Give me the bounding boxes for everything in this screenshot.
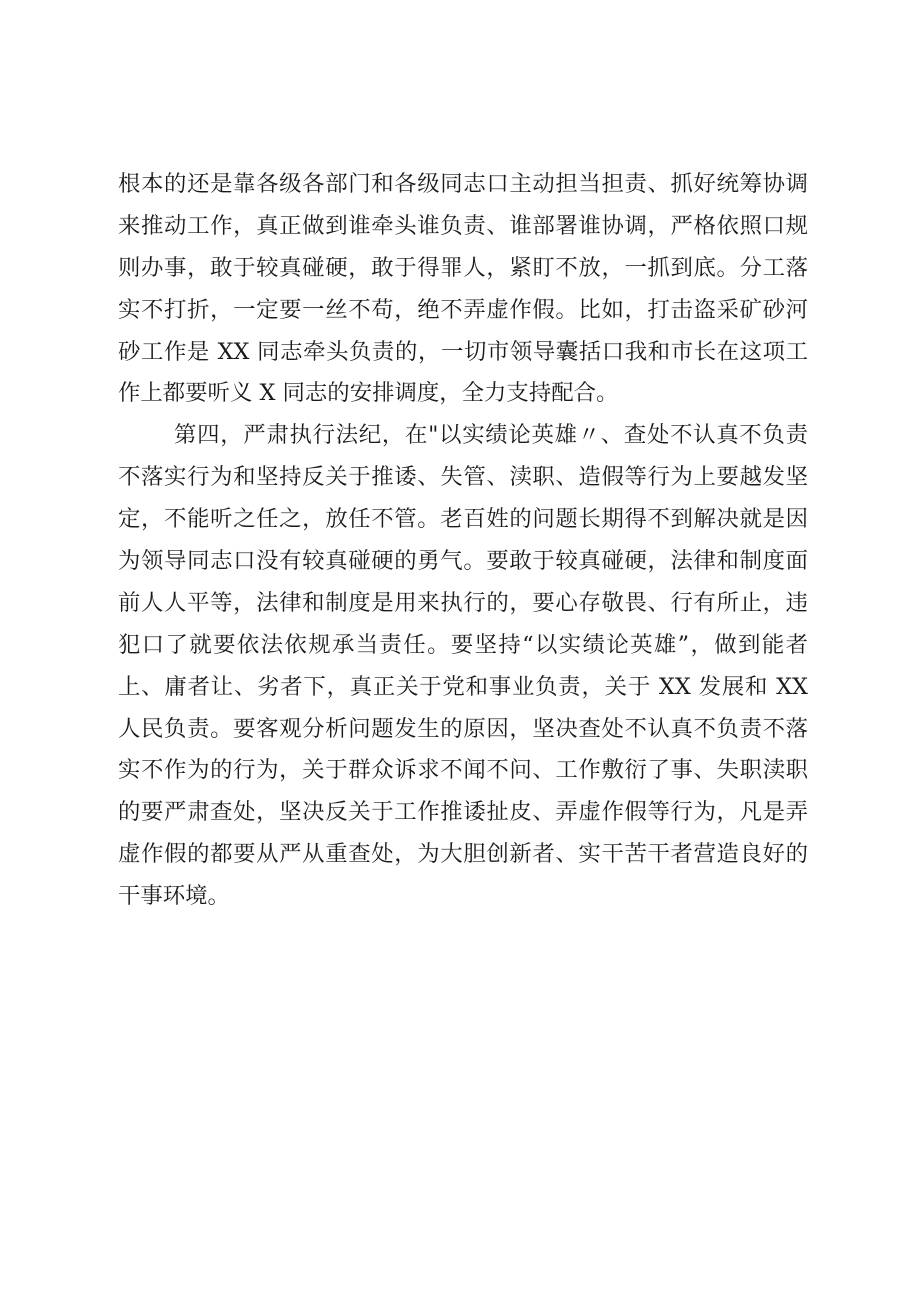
text-line: 干事环境。 — [118, 883, 230, 910]
text-line: 为领导同志口没有较真碰硬的勇气。要敢于较真碰硬，法律和制度面 — [118, 548, 808, 575]
text-line: 不落实行为和坚持反关于推诿、失管、渎职、造假等行为上要越发坚 — [118, 464, 808, 491]
text-line: 实不打折，一定要一丝不苟，绝不弄虚作假。比如，打击盗采矿砂河 — [118, 296, 808, 323]
text-line: 来推动工作，真正做到谁牵头谁负责、谁部署谁协调，严格依照口规 — [118, 212, 808, 239]
text-line: 砂工作是 XX 同志牵头负责的，一切市领导囊括口我和市长在这项工 — [118, 338, 808, 365]
text-line: 的要严肃查处，坚决反关于工作推诿扯皮、弄虚作假等行为，凡是弄 — [118, 799, 808, 826]
text-line: 则办事，敢于较真碰硬，敢于得罪人，紧盯不放，一抓到底。分工落 — [118, 254, 808, 281]
text-line: 第四，严肃执行法纪，在"以实绩论英雄〃、查处不认真不负责 — [174, 422, 808, 449]
paragraph-1 — [118, 164, 808, 415]
paragraph-2 — [118, 415, 808, 918]
text-line: 上、庸者让、劣者下，真正关于党和事业负责，关于 XX 发展和 XX — [118, 673, 808, 700]
text-line: 根本的还是靠各级各部门和各级同志口主动担当担责、抓好统筹协调 — [118, 171, 808, 197]
text-line: 人民负责。要客观分析问题发生的原因，坚决查处不认真不负责不落 — [118, 715, 808, 742]
text-line: 作上都要听义 X 同志的安排调度，全力支持配合。 — [118, 380, 619, 407]
text-line: 犯口了就要依法依规承当责任。要坚持“以实绩论英雄”，做到能者 — [118, 631, 808, 658]
text-line: 实不作为的行为，关于群众诉求不闻不问、工作敷衍了事、失职渎职 — [118, 757, 808, 784]
text-line: 定，不能听之任之，放任不管。老百姓的问题长期得不到解决就是因 — [118, 506, 808, 533]
text-line: 前人人平等，法律和制度是用来执行的，要心存敬畏、行有所止，违 — [118, 589, 808, 616]
text-line: 虚作假的都要从严从重查处，为大胆创新者、实干苦干者营造良好的 — [118, 841, 808, 868]
document-body — [118, 164, 808, 918]
